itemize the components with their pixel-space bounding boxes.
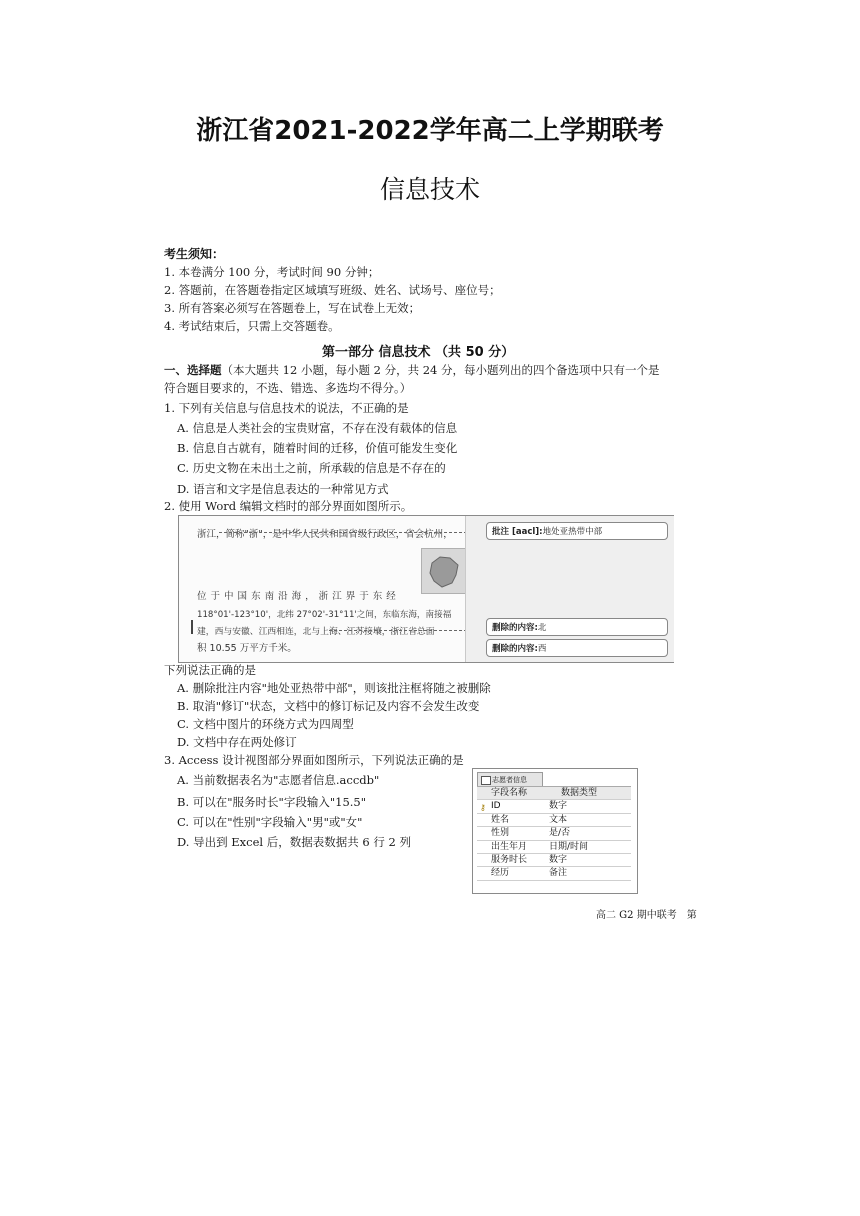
notice-item: 2. 答题前，在答题卷指定区域填写班级、姓名、试场号、座位号； [164, 283, 501, 297]
table-tab-label: 志愿者信息 [492, 776, 527, 784]
question-3-option-d: D. 导出到 Excel 后，数据表数据共 6 行 2 列 [177, 835, 411, 849]
question-2-stem: 2. 使用 Word 编辑文档时的部分界面如图所示。 [164, 499, 413, 513]
question-2-option-c: C. 文档中图片的环绕方式为四周型 [177, 717, 354, 731]
zhejiang-map-image [421, 548, 467, 594]
table-row[interactable] [477, 827, 631, 840]
word-screenshot-figure [178, 515, 674, 663]
part-title: 第一部分 信息技术 （共 50 分） [322, 345, 515, 360]
table-row[interactable] [477, 800, 631, 813]
doc-line: 118°01'-123°10'，北纬 27°02'-31°11'之间，东临东海，南接福 [197, 610, 452, 620]
question-2-prompt: 下列说法正确的是 [164, 663, 256, 677]
question-2-option-d: D. 文档中存在两处修订 [177, 735, 297, 749]
map-shape-icon [422, 549, 466, 593]
section-intro-line1 [164, 361, 660, 379]
doc-line: 位 于 中 国 东 南 沿 海 ， 浙 江 界 于 东 经 [197, 591, 397, 602]
question-1-option-b: B. 信息自古就有，随着时间的迁移，价值可能发生变化 [177, 441, 458, 455]
field-name-cell: 经历 [491, 868, 510, 879]
field-name-cell: 性别 [491, 828, 510, 839]
deletion-balloon[interactable] [486, 618, 668, 636]
notice-item: 3. 所有答案必须写在答题卷上，写在试卷上无效； [164, 301, 421, 315]
access-design-view-figure [472, 768, 638, 894]
deletion-connector [329, 630, 487, 631]
question-3-option-c: C. 可以在"性别"字段输入"男"或"女" [177, 815, 363, 829]
comment-connector [219, 532, 487, 533]
table-row[interactable] [477, 867, 631, 880]
deletion-balloon[interactable] [486, 639, 668, 657]
header-field-name: 字段名称 [491, 788, 528, 798]
page-footer: 高二 G2 期中联考 第 [596, 910, 697, 921]
doc-line: 浙江，简称"浙"，是中华人民共和国省级行政区，省会杭州， [197, 529, 453, 540]
document-title: 浙江省2021-2022学年高二上学期联考 [196, 116, 664, 146]
primary-key-icon: ⚷ [480, 803, 486, 813]
deletion-text: 北 [537, 623, 547, 633]
word-document-area [187, 520, 469, 658]
data-type-cell: 是/否 [549, 828, 571, 839]
table-row[interactable] [477, 854, 631, 867]
table-tab[interactable] [477, 772, 543, 786]
data-type-cell: 备注 [549, 868, 568, 879]
question-3-option-b: B. 可以在"服务时长"字段输入"15.5" [177, 795, 367, 809]
data-type-cell: 日期/时间 [549, 841, 589, 852]
document-subtitle: 信息技术 [379, 175, 480, 204]
field-name-cell: 出生年月 [491, 841, 528, 852]
deletion-text: 西 [537, 644, 547, 654]
question-1-option-d: D. 语言和文字是信息表达的一种常见方式 [177, 482, 389, 496]
comment-text: 地处亚热带中部 [542, 527, 603, 537]
table-icon [481, 776, 491, 785]
notice-item: 4. 考试结束后，只需上交答题卷。 [164, 319, 340, 333]
question-2-option-a: A. 删除批注内容"地处亚热带中部"，则该批注框将随之被删除 [177, 681, 491, 695]
data-type-cell: 文本 [549, 814, 568, 825]
section-desc: （本大题共 12 小题，每小题 2 分，共 24 分，每小题列出的四个备选项中只有一个是 [221, 363, 660, 377]
data-type-cell: 数字 [549, 854, 568, 865]
comment-label: 批注 [aacl]: [492, 527, 543, 537]
section-intro-line2: 符合题目要求的，不选、错选、多选均不得分。） [164, 381, 412, 395]
question-2-option-b: B. 取消"修订"状态，文档中的修订标记及内容不会发生改变 [177, 699, 480, 713]
question-3-option-a: A. 当前数据表名为"志愿者信息.accdb" [177, 773, 380, 787]
deletion-label: 删除的内容: [492, 623, 538, 633]
table-row[interactable] [477, 814, 631, 827]
field-grid [477, 786, 631, 881]
doc-line: 建，西与安徽、江西相连，北与上海、江苏接壤，浙江省总面 [197, 627, 435, 637]
question-3-stem: 3. Access 设计视图部分界面如图所示，下列说法正确的是 [164, 753, 464, 767]
revision-bar [191, 620, 193, 634]
field-name-cell: 姓名 [491, 814, 510, 825]
question-1-stem: 1. 下列有关信息与信息技术的说法，不正确的是 [164, 401, 409, 415]
field-name-cell: ID [491, 801, 501, 812]
data-type-cell: 数字 [549, 801, 568, 812]
question-1-option-c: C. 历史文物在未出土之前，所承载的信息是不存在的 [177, 461, 446, 475]
question-1-option-a: A. 信息是人类社会的宝贵财富，不存在没有载体的信息 [177, 421, 458, 435]
doc-line: 积 10.55 万平方千米。 [197, 643, 297, 654]
section-label: 一、选择题 [164, 363, 222, 377]
deletion-label: 删除的内容: [492, 644, 538, 654]
field-name-cell: 服务时长 [491, 854, 528, 865]
grid-header [477, 787, 631, 800]
notice-item: 1. 本卷满分 100 分，考试时间 90 分钟； [164, 265, 380, 279]
comment-balloon[interactable] [486, 522, 668, 540]
header-data-type: 数据类型 [561, 788, 598, 798]
table-row[interactable] [477, 841, 631, 854]
notice-heading: 考生须知： [164, 247, 225, 261]
markup-pane [465, 516, 674, 662]
